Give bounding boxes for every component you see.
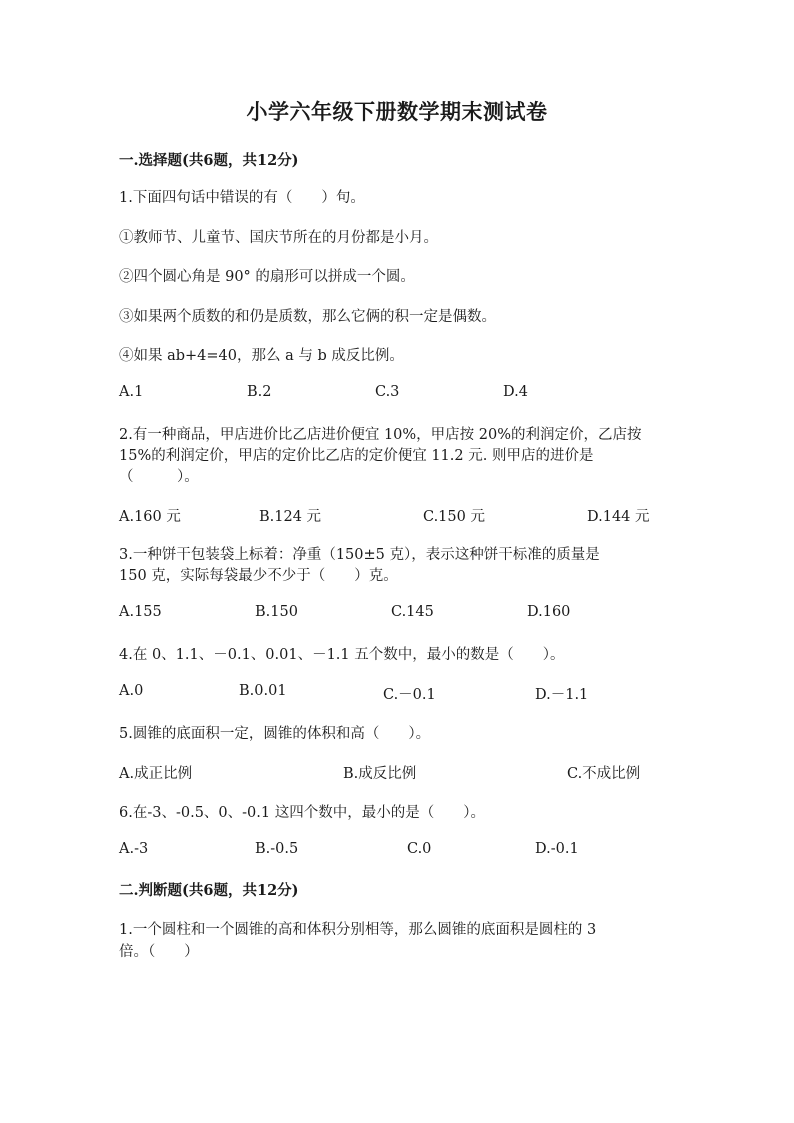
question-2-line-2: 15%的利润定价，甲店的定价比乙店的定价便宜 11.2 元. 则甲店的进价是 [119,448,594,464]
judge-question-1-line-1: 1.一个圆柱和一个圆锥的高和体积分别相等，那么圆锥的底面积是圆柱的 3 [119,922,597,938]
question-1-option-c: C.3 [375,384,400,400]
question-2-option-c: C.150 元 [423,509,485,525]
question-6-stem: 6.在-3、-0.5、0、-0.1 这四个数中，最小的是（ ）。 [119,805,485,821]
question-4-option-d: D.－1.1 [535,687,589,703]
question-6-option-a: A.-3 [119,841,149,857]
question-1-statement-4: ④如果 ab+4=40，那么 a 与 b 成反比例。 [119,348,404,364]
question-3-option-c: C.145 [391,604,434,620]
question-3-option-a: A.155 [119,604,162,620]
question-2-line-3: （ ）。 [119,469,199,485]
question-3-option-d: D.160 [527,604,571,620]
question-1-option-d: D.4 [503,384,528,400]
question-1-stem: 1.下面四句话中错误的有（ ）句。 [119,190,365,206]
question-4-option-c: C.－0.1 [383,687,436,703]
question-3-option-b: B.150 [255,604,298,620]
question-2-option-b: B.124 元 [259,509,322,525]
question-4-option-a: A.0 [119,683,144,699]
section-heading-true-false: 二.判断题(共6题，共12分) [119,882,299,899]
question-3-line-2: 150 克，实际每袋最少不少于（ ）克。 [119,568,398,584]
question-5-option-a: A.成正比例 [119,766,193,782]
judge-question-1-line-2: 倍。（ ） [119,944,199,960]
question-5-stem: 5.圆锥的底面积一定，圆锥的体积和高（ ）。 [119,726,431,742]
question-1-statement-2: ②四个圆心角是 90° 的扇形可以拼成一个圆。 [119,269,415,285]
question-5-option-b: B.成反比例 [343,766,417,782]
section-heading-choice: 一.选择题(共6题，共12分) [119,152,299,169]
question-2-option-a: A.160 元 [119,509,181,525]
question-6-option-b: B.-0.5 [255,841,299,857]
question-6-option-c: C.0 [407,841,432,857]
page-title: 小学六年级下册数学期末测试卷 [246,99,548,124]
question-1-option-b: B.2 [247,384,272,400]
question-1-option-a: A.1 [119,384,144,400]
question-4-option-b: B.0.01 [239,683,287,699]
question-1-statement-1: ①教师节、儿童节、国庆节所在的月份都是小月。 [119,230,438,246]
question-2-line-1: 2.有一种商品，甲店进价比乙店进价便宜 10%，甲店按 20%的利润定价，乙店按 [119,427,642,443]
question-5-option-c: C.不成比例 [567,766,641,782]
question-4-stem: 4.在 0、1.1、－0.1、0.01、－1.1 五个数中，最小的数是（ ）。 [119,647,565,663]
question-2-option-d: D.144 元 [587,509,650,525]
question-3-line-1: 3.一种饼干包装袋上标着：净重（150±5 克），表示这种饼干标准的质量是 [119,547,600,563]
question-1-statement-3: ③如果两个质数的和仍是质数，那么它俩的积一定是偶数。 [119,309,496,325]
question-6-option-d: D.-0.1 [535,841,579,857]
